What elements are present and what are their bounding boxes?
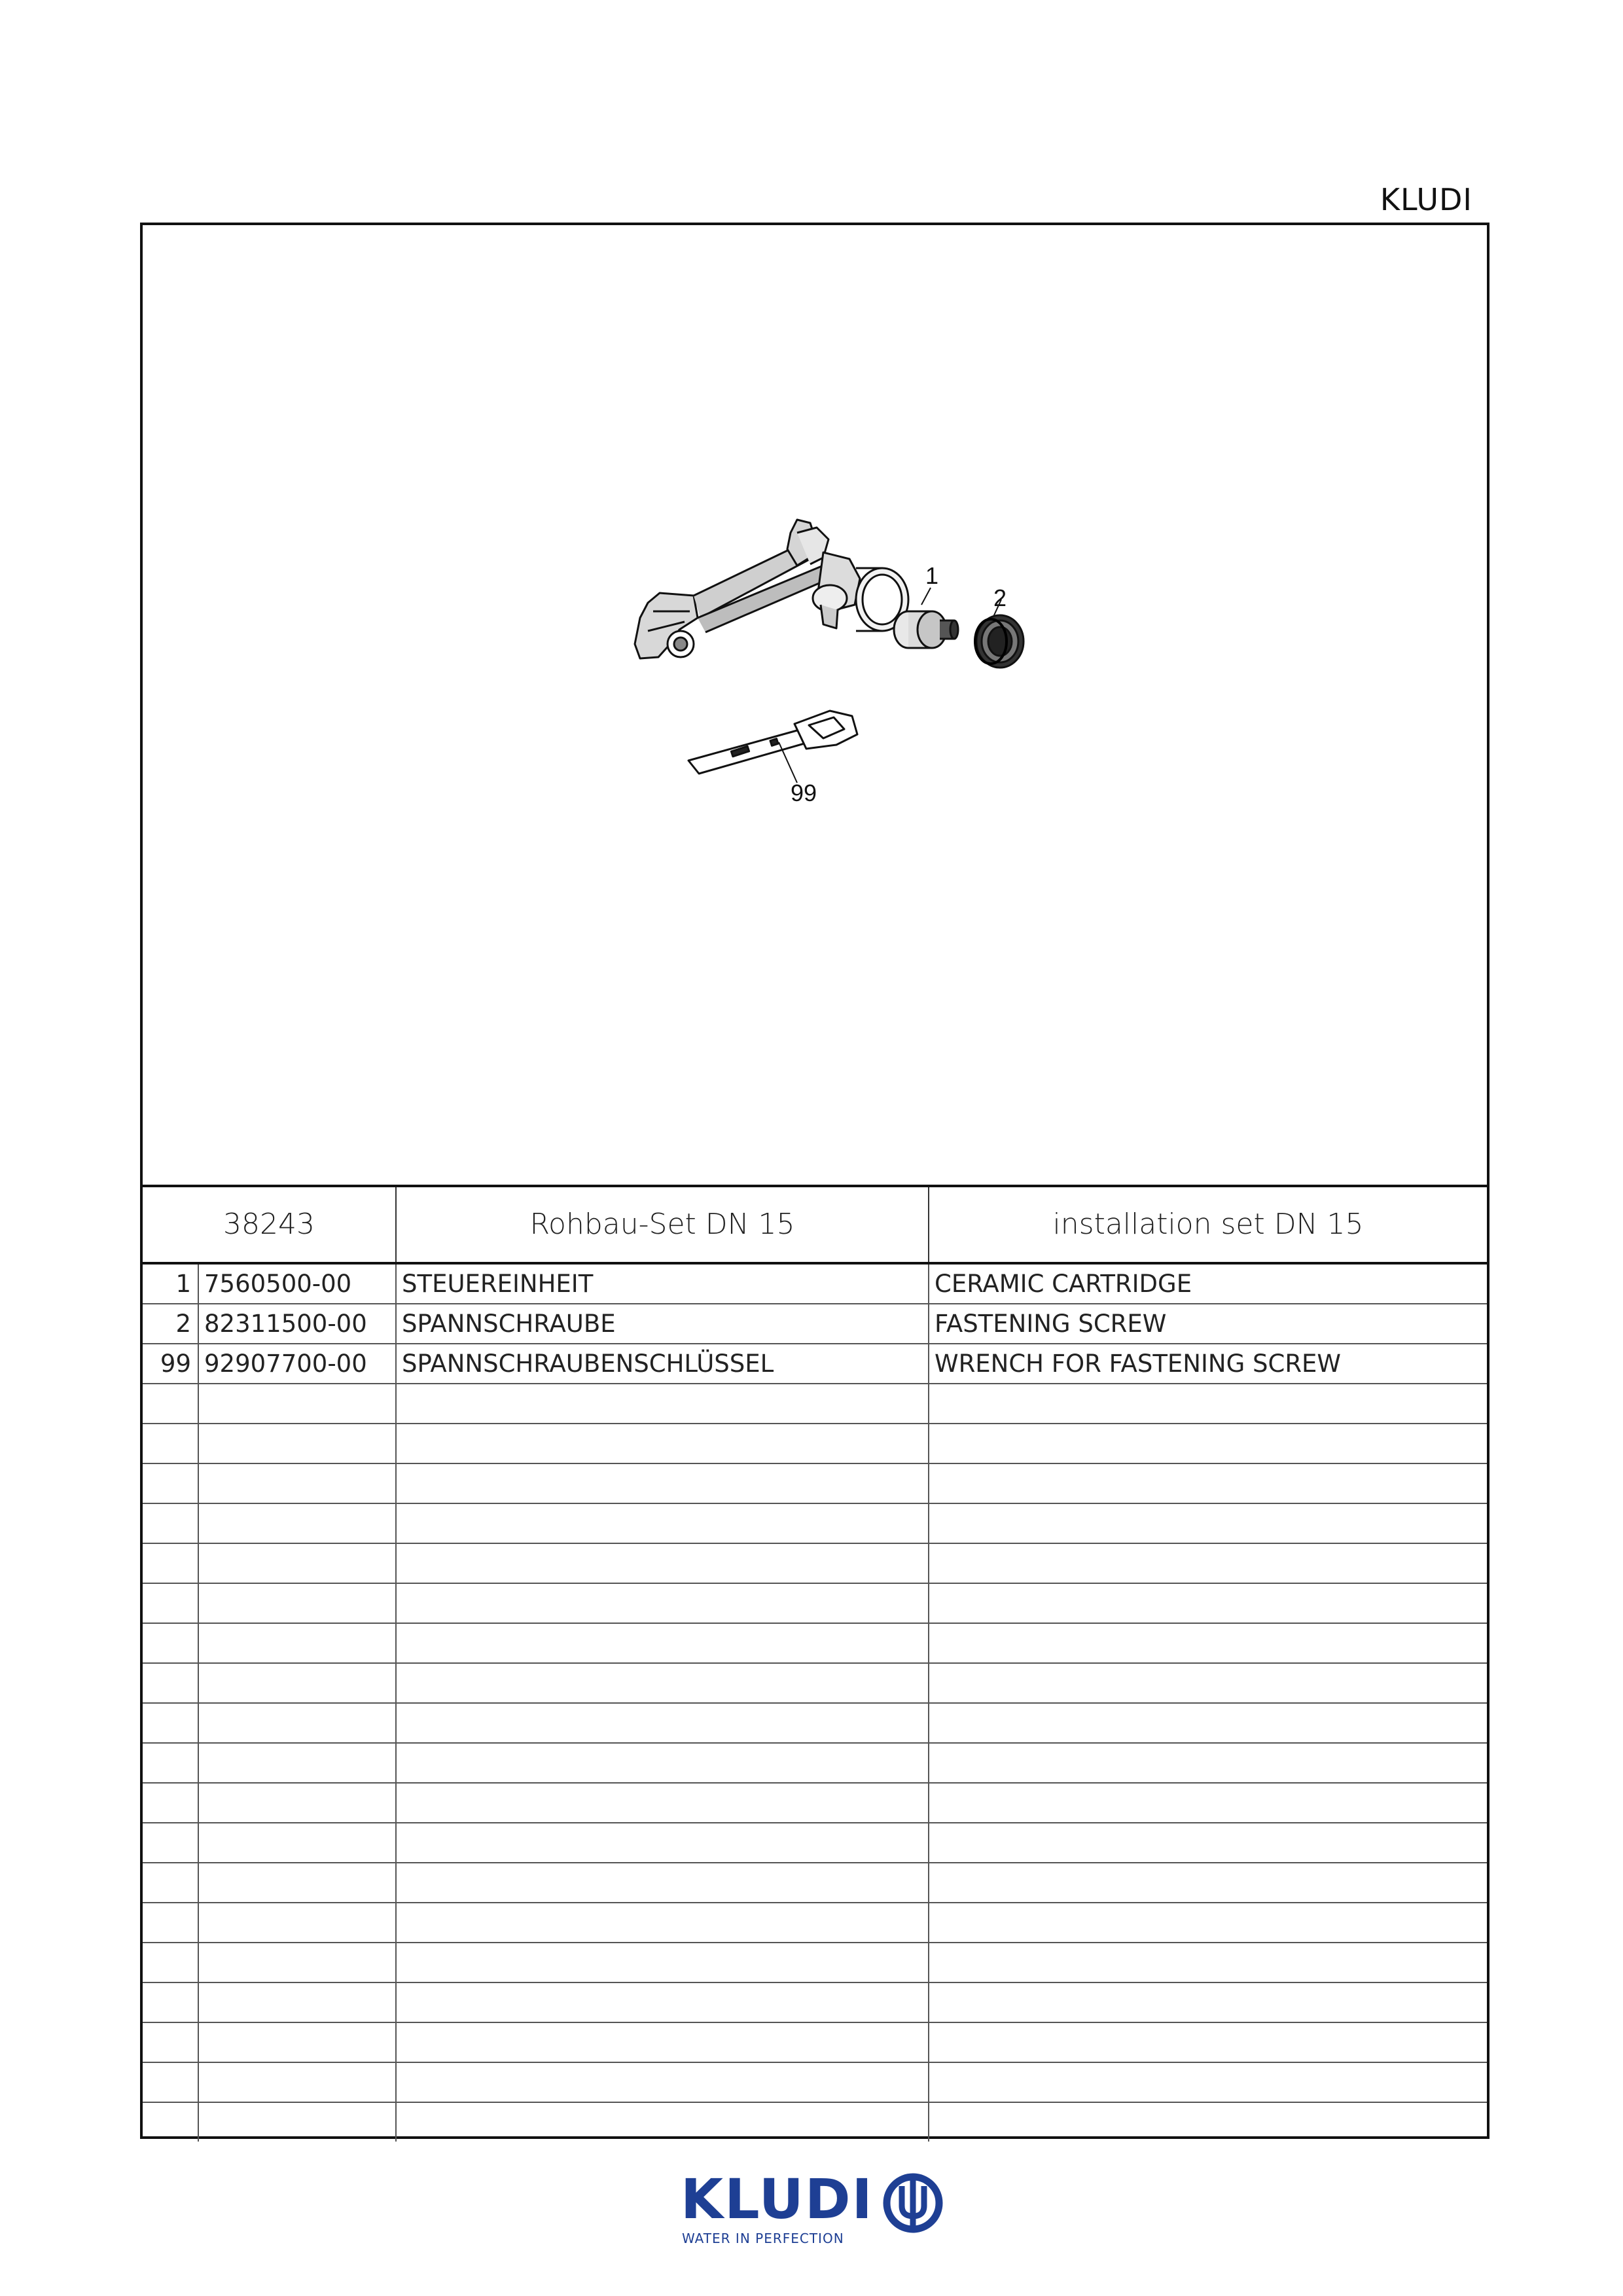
- part-name-de: [397, 1384, 928, 1423]
- part-name-de: SPANNSCHRAUBENSCHLÜSSEL: [402, 1350, 774, 1378]
- part-position: [143, 1704, 195, 1742]
- part-name-en: WRENCH FOR FASTENING SCREW: [935, 1350, 1341, 1378]
- part-position: 2: [175, 1310, 191, 1338]
- column-divider: [198, 1265, 199, 1303]
- column-divider: [928, 1265, 929, 1303]
- parts-row: [143, 1903, 1487, 1943]
- column-divider: [198, 1624, 199, 1662]
- part-name-en: [929, 1664, 1487, 1702]
- parts-row: [143, 1983, 1487, 2023]
- part-name-en: [929, 1424, 1487, 1463]
- part-position: [143, 1784, 195, 1822]
- column-divider: [395, 1584, 397, 1623]
- part-name-de: [397, 1464, 928, 1503]
- part-position: [143, 2103, 195, 2142]
- part-number: [199, 1664, 395, 1702]
- parts-row: [143, 1464, 1487, 1504]
- part-number: [199, 1464, 395, 1503]
- part-number: [199, 2023, 395, 2062]
- drawing-frame: [140, 223, 1489, 2139]
- parts-row: [143, 1584, 1487, 1624]
- part-number: [199, 1744, 395, 1782]
- part-name-en: [929, 2023, 1487, 2062]
- part-name-en: [929, 1863, 1487, 1902]
- parts-row: [143, 1344, 1487, 1384]
- part-name-en: [929, 1384, 1487, 1423]
- column-divider: [928, 1384, 929, 1423]
- part-number: 82311500-00: [204, 1310, 367, 1338]
- part-name-de: [397, 2063, 928, 2102]
- part-name-en: [929, 2063, 1487, 2102]
- logo-wordmark: KLUDI: [681, 2167, 874, 2231]
- column-divider: [198, 1784, 199, 1822]
- part-name-de: [397, 2023, 928, 2062]
- parts-row: [143, 2103, 1487, 2143]
- column-divider: [928, 1823, 929, 1862]
- column-divider: [395, 1784, 397, 1822]
- part-position: [143, 1863, 195, 1902]
- column-divider: [198, 1664, 199, 1702]
- column-divider: [395, 1344, 397, 1383]
- column-divider: [928, 1983, 929, 2022]
- column-divider: [928, 2023, 929, 2062]
- parts-row: [143, 1544, 1487, 1584]
- column-divider: [928, 1784, 929, 1822]
- parts-row: [143, 2063, 1487, 2103]
- part-name-de: [397, 1943, 928, 1982]
- callout-99: 99: [791, 780, 817, 806]
- part-number: [199, 1544, 395, 1583]
- part-position: [143, 1544, 195, 1583]
- part-number: [199, 1384, 395, 1423]
- parts-table: [143, 1265, 1487, 2143]
- column-divider: [928, 1664, 929, 1702]
- parts-row: [143, 1304, 1487, 1344]
- column-divider: [395, 1903, 397, 1942]
- column-divider: [198, 2063, 199, 2102]
- part-position: [143, 1624, 195, 1662]
- part-name-de: [397, 2103, 928, 2142]
- part-name-de: [397, 1664, 928, 1702]
- part-number: [199, 1624, 395, 1662]
- part-position: [143, 1584, 195, 1623]
- column-divider: [198, 1863, 199, 1902]
- part-name-de: [397, 1823, 928, 1862]
- callout-1: 1: [925, 562, 939, 589]
- column-divider: [928, 2063, 929, 2102]
- callout-2: 2: [993, 584, 1007, 611]
- parts-row: [143, 1265, 1487, 1304]
- part-name-en: [929, 1983, 1487, 2022]
- column-divider: [395, 1704, 397, 1742]
- part-name-en: [929, 1624, 1487, 1662]
- part-position: [143, 1823, 195, 1862]
- part-number: 92907700-00: [204, 1350, 367, 1378]
- column-divider: [928, 1504, 929, 1543]
- part-name-de: [397, 1584, 928, 1623]
- part-name-en: FASTENING SCREW: [935, 1310, 1167, 1338]
- column-divider: [198, 1584, 199, 1623]
- article-name-en: installation set DN 15: [1052, 1208, 1364, 1241]
- parts-row: [143, 1784, 1487, 1823]
- column-divider: [395, 2103, 397, 2142]
- part-position: [143, 1424, 195, 1463]
- column-divider: [928, 1584, 929, 1623]
- column-divider: [928, 1464, 929, 1503]
- column-divider: [198, 1304, 199, 1343]
- footer-logo: [674, 2166, 955, 2251]
- column-divider: [198, 1943, 199, 1982]
- column-divider: [198, 1903, 199, 1942]
- part-number: [199, 2103, 395, 2142]
- part-position: [143, 2023, 195, 2062]
- article-name-de: Rohbau-Set DN 15: [529, 1208, 795, 1241]
- column-divider: [198, 1744, 199, 1782]
- exploded-view-svg: [143, 225, 1487, 1184]
- part-name-de: [397, 1983, 928, 2022]
- column-divider: [928, 1624, 929, 1662]
- column-divider: [928, 1304, 929, 1343]
- part-name-de: STEUEREINHEIT: [402, 1270, 594, 1298]
- parts-row: [143, 2023, 1487, 2063]
- part-position: 1: [175, 1270, 191, 1298]
- parts-row: [143, 1504, 1487, 1544]
- part-name-de: [397, 1544, 928, 1583]
- ceramic-cartridge: [894, 611, 958, 648]
- column-divider: [198, 1983, 199, 2022]
- column-divider: [928, 1424, 929, 1463]
- wrench: [688, 711, 857, 774]
- exploded-drawing: [143, 225, 1487, 1184]
- part-number: [199, 1504, 395, 1543]
- column-divider: [928, 2103, 929, 2142]
- column-divider: [198, 1384, 199, 1423]
- part-name-de: [397, 1424, 928, 1463]
- column-divider: [928, 1903, 929, 1942]
- title-row: [143, 1185, 1487, 1265]
- parts-row: [143, 1424, 1487, 1464]
- parts-row: [143, 1863, 1487, 1903]
- column-divider: [198, 1344, 199, 1383]
- part-number: 7560500-00: [204, 1270, 352, 1298]
- column-divider: [928, 1344, 929, 1383]
- part-name-en: [929, 1464, 1487, 1503]
- parts-row: [143, 1744, 1487, 1784]
- article-number: 38243: [223, 1208, 315, 1241]
- parts-row: [143, 1384, 1487, 1424]
- parts-row: [143, 1624, 1487, 1664]
- part-name-en: [929, 1784, 1487, 1822]
- part-position: [143, 1744, 195, 1782]
- part-name-en: [929, 1584, 1487, 1623]
- part-name-de: [397, 1504, 928, 1543]
- part-name-en: [929, 2103, 1487, 2142]
- column-divider: [395, 1504, 397, 1543]
- column-divider: [198, 1544, 199, 1583]
- part-name-en: [929, 1544, 1487, 1583]
- column-divider: [395, 2023, 397, 2062]
- part-position: [143, 1983, 195, 2022]
- part-name-en: [929, 1903, 1487, 1942]
- part-name-en: [929, 1744, 1487, 1782]
- header-brand: KLUDI: [1380, 182, 1472, 217]
- column-divider: [198, 1823, 199, 1862]
- part-position: [143, 1903, 195, 1942]
- column-divider: [395, 1464, 397, 1503]
- column-divider: [395, 1304, 397, 1343]
- column-divider: [198, 2023, 199, 2062]
- column-divider: [395, 1943, 397, 1982]
- part-name-en: [929, 1704, 1487, 1742]
- part-number: [199, 1784, 395, 1822]
- column-divider: [928, 1863, 929, 1902]
- column-divider: [395, 1664, 397, 1702]
- part-position: [143, 1664, 195, 1702]
- part-number: [199, 1863, 395, 1902]
- parts-row: [143, 1823, 1487, 1863]
- column-divider: [198, 1424, 199, 1463]
- column-divider: [395, 1823, 397, 1862]
- part-number: [199, 1704, 395, 1742]
- column-divider: [395, 1744, 397, 1782]
- column-divider: [928, 1704, 929, 1742]
- parts-row: [143, 1943, 1487, 1983]
- column-divider: [395, 1983, 397, 2022]
- part-number: [199, 1903, 395, 1942]
- column-divider: [198, 2103, 199, 2142]
- part-number: [199, 1823, 395, 1862]
- part-name-en: [929, 1504, 1487, 1543]
- column-divider: [395, 1863, 397, 1902]
- valve-body: [635, 520, 908, 658]
- part-number: [199, 1424, 395, 1463]
- part-position: [143, 1943, 195, 1982]
- column-divider: [395, 1424, 397, 1463]
- part-number: [199, 1584, 395, 1623]
- fastening-screw: [975, 615, 1024, 668]
- column-divider: [395, 2063, 397, 2102]
- column-divider: [198, 1704, 199, 1742]
- part-name-de: [397, 1624, 928, 1662]
- part-position: 99: [160, 1350, 191, 1378]
- logo-tagline: WATER IN PERFECTION: [682, 2231, 844, 2246]
- parts-row: [143, 1704, 1487, 1744]
- part-name-en: [929, 1943, 1487, 1982]
- part-name-de: [397, 1744, 928, 1782]
- column-divider: [395, 1544, 397, 1583]
- column-divider: [395, 1384, 397, 1423]
- column-divider: [928, 1943, 929, 1982]
- part-name-de: [397, 1704, 928, 1742]
- part-name-de: [397, 1784, 928, 1822]
- part-number: [199, 2063, 395, 2102]
- column-divider: [928, 1744, 929, 1782]
- part-position: [143, 1384, 195, 1423]
- column-divider: [198, 1504, 199, 1543]
- part-position: [143, 1504, 195, 1543]
- part-number: [199, 1943, 395, 1982]
- part-position: [143, 2063, 195, 2102]
- parts-row: [143, 1664, 1487, 1704]
- part-name-en: [929, 1823, 1487, 1862]
- part-number: [199, 1983, 395, 2022]
- logo-water-icon: [877, 2172, 949, 2244]
- column-divider: [395, 1265, 397, 1303]
- part-name-de: SPANNSCHRAUBE: [402, 1310, 616, 1338]
- part-name-de: [397, 1863, 928, 1902]
- part-position: [143, 1464, 195, 1503]
- part-name-de: [397, 1903, 928, 1942]
- column-divider: [198, 1464, 199, 1503]
- column-divider: [395, 1624, 397, 1662]
- part-name-en: CERAMIC CARTRIDGE: [935, 1270, 1192, 1298]
- column-divider: [928, 1544, 929, 1583]
